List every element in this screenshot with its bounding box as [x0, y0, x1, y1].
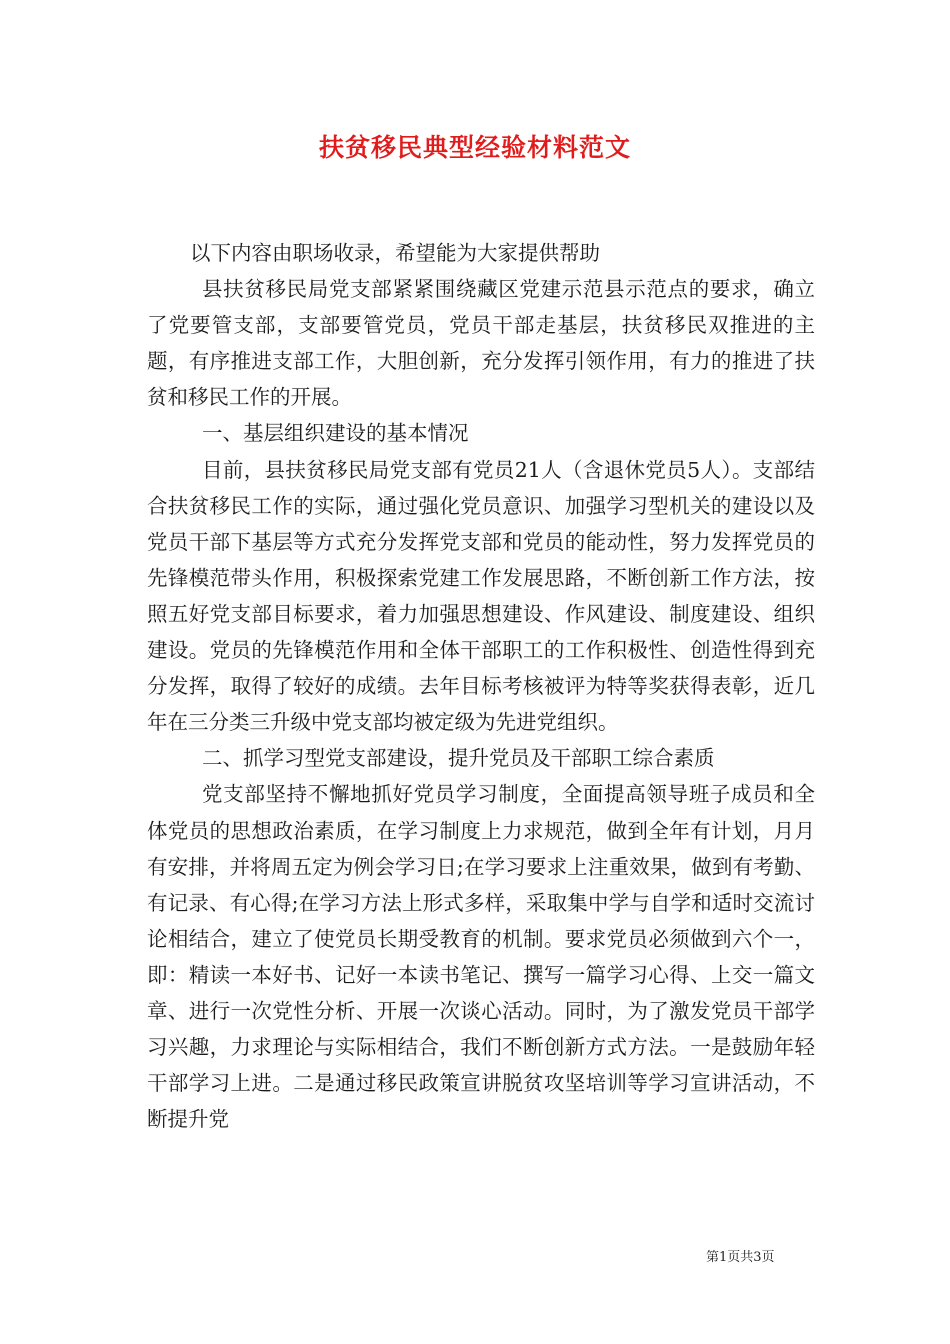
section-heading: 二、抓学习型党支部建设，提升党员及干部职工综合素质 — [202, 746, 715, 771]
document-body — [147, 235, 815, 1137]
section-heading: 一、基层组织建设的基本情况 — [202, 421, 469, 446]
body-paragraph: 党支部坚持不懈地抓好党员学习制度，全面提高领导班子成员和全体党员的思想政治素质，在学习制度上力求规范，做到全年有计划，月月有安排，并将周五定为例会学习日;在学习要求上注重效果，做到有考勤、有记录、有心得;在学习方法上形式多样，采取集中学与自学和适时交流讨论相结合，建立了使党员长期受教育的机制。要求党员必须做到六个一，即：精读一本好书、记好一本读书笔记、撰写一篇学习心得、上交一篇文章、进行一次党性分析、开展一次谈心活动。同时，为了激发党员干部学习兴趣，力求理论与实际相结合，我们不断创新方式方法。一是鼓励年轻干部学习上进。二是通过移民政策宣讲脱贫攻坚培训等学习宣讲活动，不断提升党 — [147, 782, 815, 1132]
body-paragraph: 县扶贫移民局党支部紧紧围绕藏区党建示范县示范点的要求，确立了党要管支部，支部要管党员，党员干部走基层，扶贫移民双推进的主题，有序推进支部工作，大胆创新，充分发挥引领作用，有力的推进了扶贫和移民工作的开展。 — [147, 277, 815, 410]
document-title: 扶贫移民典型经验材料范文 — [318, 133, 631, 162]
page-number: 第1页共3页 — [706, 1250, 775, 1265]
body-paragraph: 目前，县扶贫移民局党支部有党员21人（含退休党员5人）。支部结合扶贫移民工作的实际，通过强化党员意识、加强学习型机关的建设以及党员干部下基层等方式充分发挥党支部和党员的能动性，努力发挥党员的先锋模范带头作用，积极探索党建工作发展思路，不断创新工作方法，按照五好党支部目标要求，着力加强思想建设、作风建设、制度建设、组织建设。党员的先锋模范作用和全体干部职工的工作积极性、创造性得到充分发挥，取得了较好的成绩。去年目标考核被评为特等奖获得表彰，近几年在三分类三升级中党支部均被定级为先进党组织。 — [147, 457, 815, 735]
intro-paragraph: 以下内容由职场收录，希望能为大家提供帮助 — [190, 241, 600, 265]
